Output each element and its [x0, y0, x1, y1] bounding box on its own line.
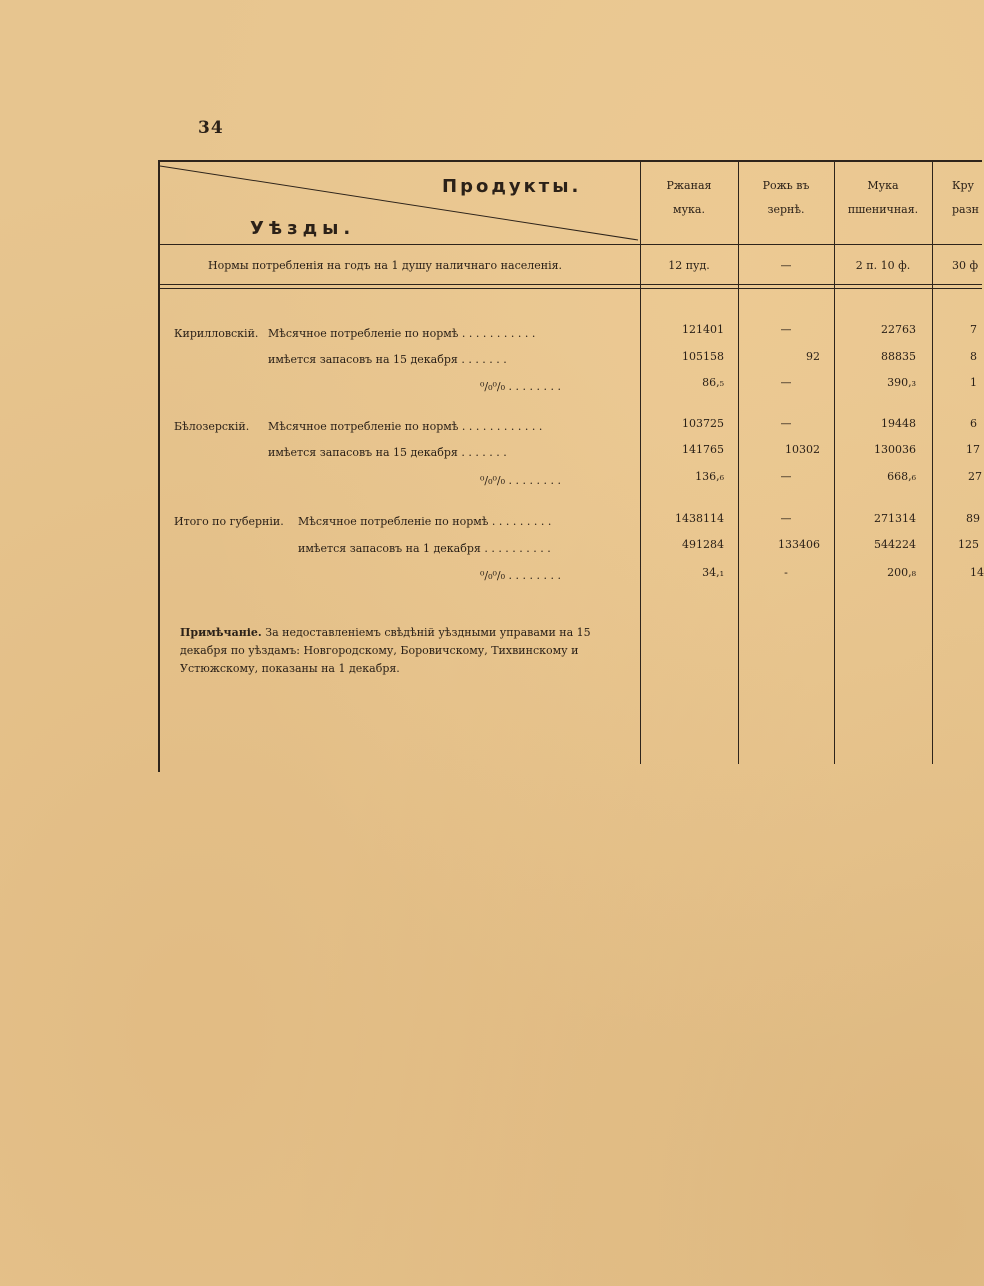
cell-value: 86,₅	[702, 376, 724, 389]
cell-value: 271314	[874, 512, 916, 525]
column-divider	[738, 160, 739, 764]
cell-value: 105158	[682, 350, 724, 363]
norms-value-groats: 30 ф	[952, 259, 979, 272]
cell-value: 7	[970, 323, 977, 336]
norms-value-rye-grain: —	[780, 259, 792, 272]
cell-value: 141765	[682, 443, 724, 456]
cell-value: —	[780, 512, 792, 525]
column-divider	[834, 160, 835, 764]
cell-value: 200,₈	[887, 566, 916, 579]
row-label: Мѣсячное потребленіе по нормѣ . . . . . . . . . . . .	[268, 420, 543, 433]
cell-value: 8	[970, 350, 977, 363]
footnote-label: Примѣчаніе.	[180, 626, 262, 639]
footnote	[180, 624, 640, 678]
header-bottom-rule	[160, 244, 982, 245]
norms-bottom-rule	[160, 284, 982, 285]
norms-label: Нормы потребленія на годъ на 1 душу наличнаго населенія.	[208, 259, 563, 272]
cell-value: 92	[806, 350, 820, 363]
row-label: ⁰/₀⁰/₀ . . . . . . . .	[480, 380, 561, 393]
header-diagonal-line	[160, 162, 640, 244]
cell-value: 89	[966, 512, 980, 525]
cell-value: 103725	[682, 417, 724, 430]
row-label: Мѣсячное потребленіе по нормѣ . . . . . . . . . . .	[268, 327, 536, 340]
cell-value: 10302	[785, 443, 820, 456]
norms-value-wheat-flour: 2 п. 10 ф.	[855, 259, 911, 272]
cell-value: 390,₃	[887, 376, 916, 389]
section-name-belozersk: Бѣлозерскій.	[174, 420, 250, 433]
cell-value: -	[784, 566, 788, 579]
cell-value: 22763	[881, 323, 916, 336]
column-divider	[640, 160, 641, 764]
footnote-text: За недоставленіемъ свѣдѣній уѣздными управами на 15 декабря по уѣздамъ: Новгородскому, Боровичскому, Тихвинскому и Устюжскому, показаны на 1 декабря.	[180, 626, 591, 675]
column-divider	[932, 160, 933, 764]
cell-value: 6	[970, 417, 977, 430]
row-label: Мѣсячное потребленіе по нормѣ . . . . . . . . .	[298, 515, 552, 528]
cell-value: 668,₆	[887, 470, 916, 483]
cell-value: 17	[966, 443, 980, 456]
section-name-total: Итого по губерніи.	[174, 515, 284, 528]
cell-value: 125	[958, 538, 979, 551]
cell-value: 136,₆	[695, 470, 724, 483]
cell-value: —	[780, 376, 792, 389]
row-label: имѣется запасовъ на 15 декабря . . . . . . .	[268, 353, 507, 366]
row-label: имѣется запасовъ на 15 декабря . . . . . . .	[268, 446, 507, 459]
products-header: Продукты.	[442, 176, 582, 197]
cell-value: 1	[970, 376, 977, 389]
cell-value: 544224	[874, 538, 916, 551]
cell-value: 19448	[881, 417, 916, 430]
cell-value: —	[780, 323, 792, 336]
table-left-rule	[158, 160, 160, 772]
cell-value: 491284	[682, 538, 724, 551]
cell-value: 1438114	[675, 512, 724, 525]
column-header-wheat-flour: Мука пшеничная.	[847, 179, 919, 216]
page-number: 34	[198, 118, 224, 138]
cell-value: 121401	[682, 323, 724, 336]
cell-value: 27	[968, 470, 982, 483]
cell-value: 14	[970, 566, 984, 579]
cell-value: —	[780, 470, 792, 483]
norms-bottom-rule-2	[160, 288, 982, 289]
column-header-rye-grain: Рожь въ зернѣ.	[762, 179, 810, 216]
column-header-groats: Кру разн	[952, 179, 979, 216]
cell-value: 133406	[778, 538, 820, 551]
cell-value: —	[780, 417, 792, 430]
cell-value: 130036	[874, 443, 916, 456]
section-name-kirillov: Кирилловскій.	[174, 327, 259, 340]
districts-header: Уѣзды.	[250, 218, 356, 239]
norms-value-rye-flour: 12 пуд.	[668, 259, 710, 272]
cell-value: 34,₁	[702, 566, 724, 579]
row-label: ⁰/₀⁰/₀ . . . . . . . .	[480, 474, 561, 487]
row-label: ⁰/₀⁰/₀ . . . . . . . .	[480, 569, 561, 582]
column-header-rye-flour: Ржаная мука.	[666, 179, 712, 216]
cell-value: 88835	[881, 350, 916, 363]
row-label: имѣется запасовъ на 1 декабря . . . . . . . . . .	[298, 542, 551, 555]
